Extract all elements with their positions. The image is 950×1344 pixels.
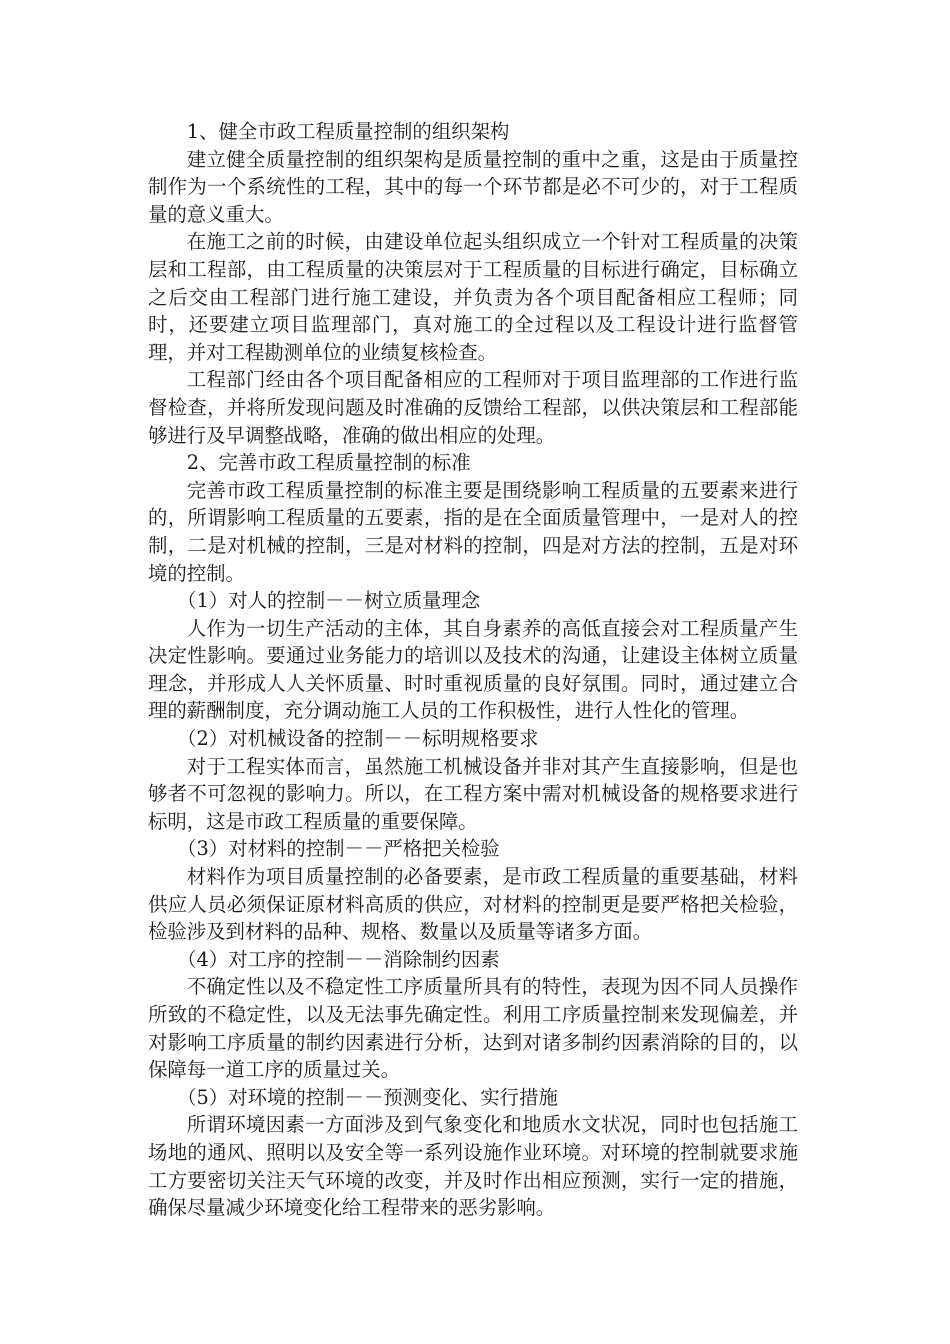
body-paragraph: 材料作为项目质量控制的必备要素，是市政工程质量的重要基础，材料供应人员必须保证原材料高质的供应，对材料的控制更是要严格把关检验，检验涉及到材料的品种、规格、数量以及质量等诸多方面。 [148, 865, 798, 944]
subheading-people: （1）对人的控制－－树立质量理念 [177, 589, 481, 613]
body-paragraph: 人作为一切生产活动的主体，其自身素养的高低直接会对工程质量产生决定性影响。要通过业务能力的培训以及技术的沟通，让建设主体树立质量理念，并形成人人关怀质量、时时重视质量的良好氛围。同时，通过建立合理的薪酬制度，充分调动施工人员的工作积极性，进行人性化的管理。 [148, 616, 798, 723]
body-paragraph: 完善市政工程质量控制的标准主要是围绕影响工程质量的五要素来进行的，所谓影响工程质量的五要素，指的是在全面质量管理中，一是对人的控制，二是对机械的控制，三是对材料的控制，四是对方法的控制，五是对环境的控制。 [148, 478, 798, 585]
subheading-environment: （5）对环境的控制－－预测变化、实行措施 [177, 1085, 558, 1109]
subheading-materials: （3）对材料的控制－－严格把关检验 [177, 837, 500, 861]
body-paragraph: 所谓环境因素一方面涉及到气象变化和地质水文状况，同时也包括施工场地的通风、照明以及安全等一系列设施作业环境。对环境的控制就要求施工方要密切关注天气环境的改变，并及时作出相应预测，实行一定的措施，确保尽量减少环境变化给工程带来的恶劣影响。 [148, 1113, 798, 1220]
section-heading-2: 2、完善市政工程质量控制的标准 [186, 451, 471, 475]
subheading-machinery: （2）对机械设备的控制－－标明规格要求 [177, 727, 539, 751]
body-paragraph: 不确定性以及不稳定性工序质量所具有的特性，表现为因不同人员操作所致的不稳定性，以及无法事先确定性。利用工序质量控制来发现偏差，并对影响工序质量的制约因素进行分析，达到对诸多制约因素消除的目的，以保障每一道工序的质量过关。 [148, 975, 798, 1082]
section-heading-1: 1、健全市政工程质量控制的组织架构 [186, 120, 510, 143]
subheading-process: （4）对工序的控制－－消除制约因素 [177, 947, 500, 971]
body-paragraph: 工程部门经由各个项目配备相应的工程师对于项目监理部的工作进行监督检查，并将所发现问题及时准确的反馈给工程部，以供决策层和工程部能够进行及早调整战略，准确的做出相应的处理。 [148, 368, 798, 447]
body-paragraph: 对于工程实体而言，虽然施工机械设备并非对其产生直接影响，但是也够者不可忽视的影响力。所以，在工程方案中需对机械设备的规格要求进行标明，这是市政工程质量的重要保障。 [148, 754, 798, 833]
body-paragraph: 在施工之前的时候，由建设单位起头组织成立一个针对工程质量的决策层和工程部，由工程质量的决策层对于工程质量的目标进行确定，目标确立之后交由工程部门进行施工建设，并负责为各个项目配备相应工程师；同时，还要建立项目监理部门，真对施工的全过程以及工程设计进行监督管理，并对工程勘测单位的业绩复核检查。 [148, 230, 798, 364]
body-paragraph: 建立健全质量控制的组织架构是质量控制的重中之重，这是由于质量控制作为一个系统性的工程，其中的每一个环节都是必不可少的，对于工程质量的意义重大。 [148, 147, 798, 226]
document-page [148, 118, 798, 1222]
